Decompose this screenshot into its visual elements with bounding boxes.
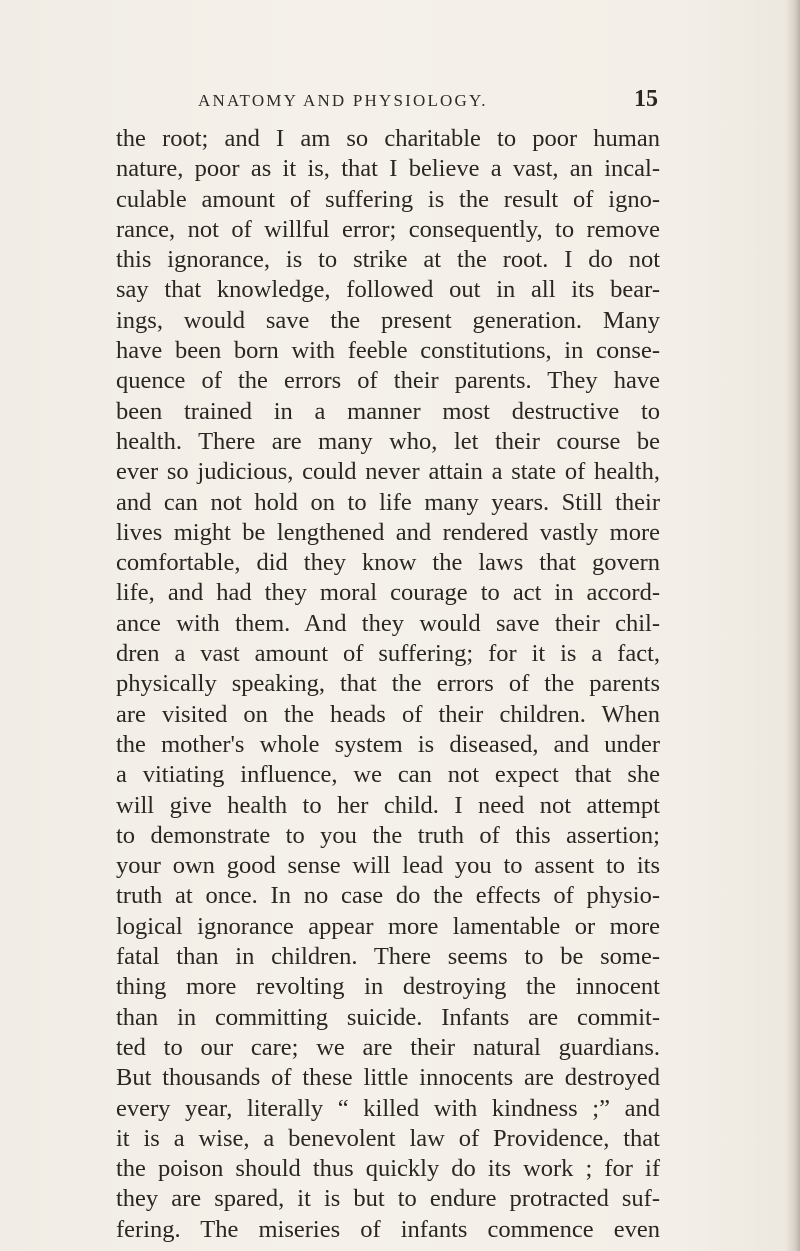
text-line: culable amount of suffering is the result of igno-	[116, 185, 660, 213]
text-line: comfortable, did they know the laws that govern	[116, 549, 660, 577]
text-line: this ignorance, is to strike at the root. I do not	[116, 246, 660, 274]
text-line: your own good sense will lead you to assent to its	[116, 852, 660, 880]
text-line: been trained in a manner most destructive to	[116, 397, 660, 425]
text-line: ance with them. And they would save their chil-	[116, 609, 660, 637]
text-line: fering. The miseries of infants commence even	[116, 1215, 660, 1243]
text-line: say that knowledge, followed out in all its bear-	[116, 276, 660, 304]
text-line: quence of the errors of their parents. They have	[116, 367, 660, 395]
body-text	[116, 124, 660, 1245]
text-line: and can not hold on to life many years. Still their	[116, 488, 660, 516]
text-line: health. There are many who, let their course be	[116, 427, 660, 455]
text-line: But thousands of these little innocents are destroyed	[116, 1064, 660, 1092]
text-line: they are spared, it is but to endure protracted suf-	[116, 1185, 660, 1213]
running-head	[198, 86, 658, 116]
text-line: logical ignorance appear more lamentable or more	[116, 912, 660, 940]
page-edge-shadow	[786, 0, 800, 1251]
text-line: than in committing suicide. Infants are commit-	[116, 1003, 660, 1031]
text-line: ever so judicious, could never attain a state of health,	[116, 458, 660, 486]
text-line: lives might be lengthened and rendered vastly more	[116, 518, 660, 546]
text-line: life, and had they moral courage to act in accord-	[116, 579, 660, 607]
text-line: physically speaking, that the errors of the parents	[116, 670, 660, 698]
text-line: a vitiating influence, we can not expect that she	[116, 761, 660, 789]
text-line: will give health to her child. I need not attempt	[116, 791, 660, 819]
text-line: ted to our care; we are their natural guardians.	[116, 1033, 660, 1061]
running-title: ANATOMY AND PHYSIOLOGY.	[198, 91, 488, 110]
text-line: it is a wise, a benevolent law of Providence, that	[116, 1124, 660, 1152]
text-line: the mother's whole system is diseased, and under	[116, 730, 660, 758]
text-line: dren a vast amount of suffering; for it is a fact,	[116, 640, 660, 668]
text-line: fatal than in children. There seems to be some-	[116, 943, 660, 971]
text-line: the poison should thus quickly do its work ; for if	[116, 1155, 660, 1183]
text-line: to demonstrate to you the truth of this assertion;	[116, 821, 660, 849]
page-number: 15	[634, 86, 658, 112]
text-line: rance, not of willful error; consequently, to remove	[116, 215, 660, 243]
text-line: every year, literally “ killed with kindness ;” and	[116, 1094, 660, 1122]
text-line: thing more revolting in destroying the innocent	[116, 973, 660, 1001]
text-line: ings, would save the present generation. Many	[116, 306, 660, 334]
text-line: the root; and I am so charitable to poor human	[116, 125, 660, 152]
text-line: truth at once. In no case do the effects of physio-	[116, 882, 660, 910]
text-line: have been born with feeble constitutions, in conse-	[116, 337, 660, 365]
text-line: nature, poor as it is, that I believe a vast, an incal-	[116, 155, 660, 183]
text-line: are visited on the heads of their children. When	[116, 700, 660, 728]
